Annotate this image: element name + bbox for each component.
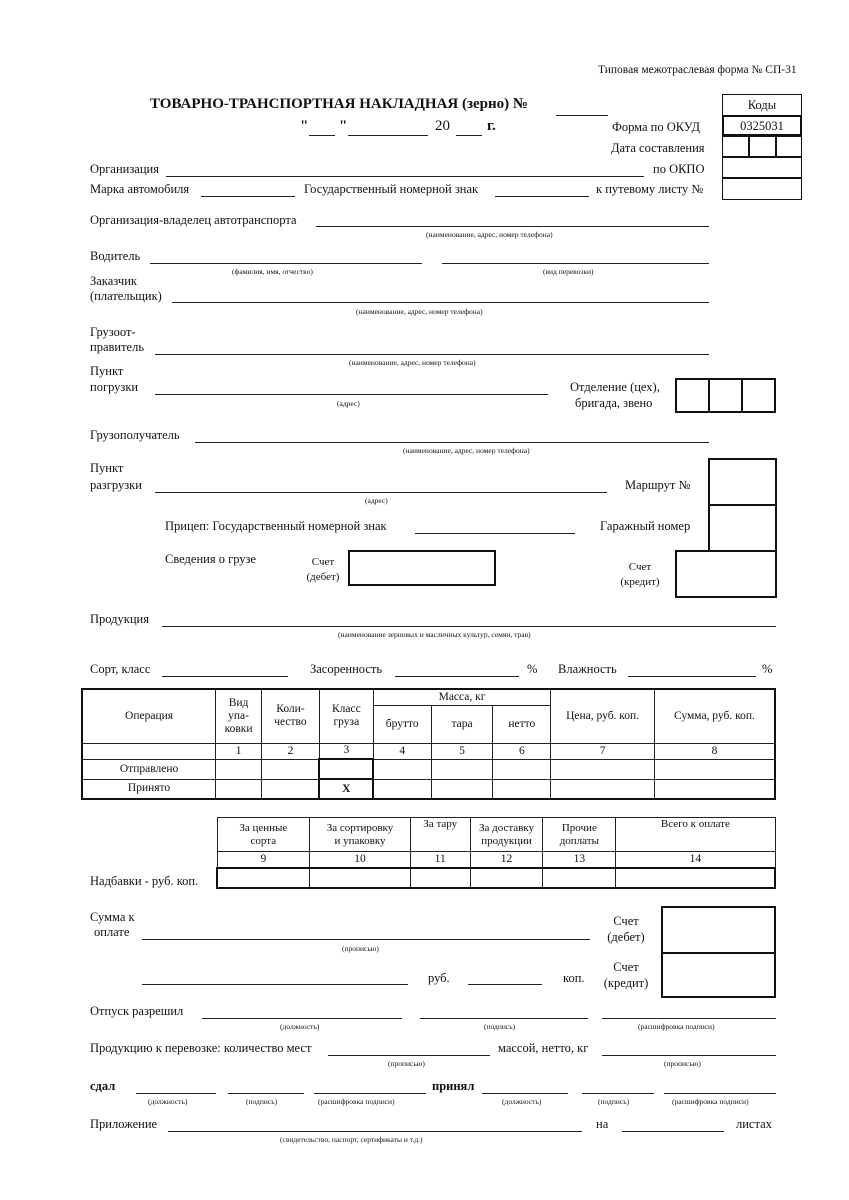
customer-field[interactable] (172, 302, 709, 303)
impurity-percent: % (527, 662, 538, 676)
pay-debit-label: Счет (613, 914, 639, 928)
codes-header: Коды (747, 98, 777, 112)
col-num: 13 (543, 852, 616, 868)
route-label: Маршрут № (625, 478, 691, 492)
plate-field[interactable] (495, 196, 589, 197)
load-point-field[interactable] (155, 394, 548, 395)
cell[interactable] (373, 759, 431, 779)
debit-account-box[interactable] (348, 550, 496, 586)
col-qty: Коли- чество (262, 689, 320, 743)
num-blank (82, 743, 216, 759)
date-month-field[interactable] (348, 135, 428, 136)
gave-signature-hint: (подпись) (246, 1097, 278, 1106)
mass-net-label: массой, нетто, кг (498, 1041, 589, 1055)
cargo-info-label: Сведения о грузе (165, 552, 257, 566)
payment-label-2: оплате (94, 925, 130, 939)
trailer-field[interactable] (415, 533, 575, 534)
kop-label: коп. (563, 971, 585, 985)
credit-label: Счет (628, 561, 652, 573)
cell[interactable] (310, 868, 411, 888)
col-num: 4 (373, 743, 431, 759)
gave-position-hint: (должность) (148, 1097, 188, 1106)
date-code-year[interactable] (776, 136, 802, 157)
waybill-label: к путевому листу № (596, 182, 704, 196)
col-sorting: За сортировку и упаковку (310, 818, 411, 852)
unload-point-field[interactable] (155, 492, 607, 493)
shipper-hint: (наименование, адрес, номер телефона) (349, 358, 476, 367)
attachment-label: Приложение (90, 1117, 158, 1131)
unload-point-hint: (адрес) (365, 496, 388, 505)
attachment-field[interactable] (168, 1131, 582, 1132)
customer-label-2: (плательщик) (90, 289, 162, 303)
surcharge-table (216, 817, 776, 889)
gave-signature-field[interactable] (228, 1093, 304, 1094)
col-pack: Вид упа- ковки (216, 689, 262, 743)
cargo-table (81, 688, 776, 800)
owner-hint: (наименование, адрес, номер телефона) (426, 230, 553, 239)
shipper-label-2: правитель (90, 340, 145, 354)
cell[interactable] (543, 868, 616, 888)
col-price: Цена, руб. коп. (551, 689, 655, 743)
cell[interactable] (551, 759, 655, 779)
sheets-field[interactable] (622, 1131, 724, 1132)
table-row (82, 779, 775, 799)
cell[interactable] (654, 779, 775, 799)
col-num: 12 (470, 852, 543, 868)
col-num: 5 (431, 743, 493, 759)
plate-label: Государственный номерной знак (304, 182, 479, 196)
okud-label: Форма по ОКУД (612, 120, 700, 134)
col-total: Всего к оплате (616, 818, 775, 852)
took-signature-field[interactable] (582, 1093, 654, 1094)
col-net: нетто (493, 705, 551, 743)
okud-code-value: 0325031 (740, 119, 784, 133)
pay-credit-label: Счет (613, 960, 639, 974)
load-point-label: Пункт (90, 364, 124, 378)
col-num: 6 (493, 743, 551, 759)
took-decode-field[interactable] (664, 1093, 776, 1094)
unload-point-label-2: разгрузки (90, 478, 142, 492)
attachment-hint: (свидетельство, паспорт, сертификаты и т.д.) (280, 1135, 423, 1144)
took-signature-hint: (подпись) (598, 1097, 630, 1106)
moisture-field[interactable] (628, 676, 756, 677)
mass-net-field[interactable] (602, 1055, 776, 1056)
date-quote-open: " (300, 118, 309, 134)
cell[interactable] (262, 779, 320, 799)
cell[interactable] (654, 759, 775, 779)
release-signature-field[interactable] (420, 1018, 588, 1019)
impurity-field[interactable] (395, 676, 519, 677)
impurity-label: Засоренность (310, 662, 383, 676)
credit-account-box[interactable] (675, 550, 777, 598)
release-position-field[interactable] (202, 1018, 402, 1019)
gave-label: сдал (90, 1079, 116, 1093)
date-quote-close: " (339, 118, 348, 134)
cell[interactable] (216, 779, 262, 799)
credit-label-2: (кредит) (620, 576, 660, 588)
waybill-code-cell[interactable] (722, 178, 802, 200)
owner-label: Организация-владелец автотранспорта (90, 213, 297, 227)
okpo-label: по ОКПО (653, 162, 705, 176)
cell[interactable] (217, 868, 310, 888)
consignee-label: Грузополучатель (90, 428, 180, 442)
pay-credit-box[interactable] (661, 952, 776, 998)
col-num: 8 (654, 743, 775, 759)
product-hint: (наименование зерновых и масличных культур, семян, трав) (338, 630, 531, 639)
debit-label: Счет (311, 556, 335, 568)
col-num: 14 (616, 852, 775, 868)
form-type-label: Типовая межотраслевая форма № СП-31 (598, 64, 797, 76)
table-row (82, 759, 775, 779)
driver-hint: (фамилия, имя, отчество) (232, 267, 313, 276)
customer-hint: (наименование, адрес, номер телефона) (356, 307, 483, 316)
col-class: Класс груза (319, 689, 373, 743)
dept-code-box-2[interactable] (708, 378, 743, 413)
grade-label: Сорт, класс (90, 662, 151, 676)
debit-label-2: (дебет) (306, 571, 340, 583)
date-year-suffix: г. (487, 118, 496, 134)
dept-code-box-3[interactable] (741, 378, 776, 413)
car-brand-field[interactable] (201, 196, 295, 197)
payment-kop-field[interactable] (468, 984, 542, 985)
col-sum: Сумма, руб. коп. (654, 689, 775, 743)
pay-credit-label-2: (кредит) (603, 976, 649, 990)
cell[interactable] (551, 779, 655, 799)
col-valuable: За ценные сорта (217, 818, 310, 852)
product-field[interactable] (162, 626, 776, 627)
row-received-label: Принято (82, 779, 216, 799)
gave-decode-hint: (расшифровка подписи) (318, 1097, 395, 1106)
col-gross: брутто (373, 705, 431, 743)
dept-label-2: бригада, звено (575, 396, 653, 410)
cell[interactable] (319, 759, 373, 779)
row-sent-label: Отправлено (82, 759, 216, 779)
took-decode-hint: (расшифровка подписи) (672, 1097, 749, 1106)
on-label: на (596, 1117, 609, 1131)
cell[interactable] (616, 868, 775, 888)
dept-label: Отделение (цех), (570, 380, 660, 394)
rub-label: руб. (428, 971, 450, 985)
col-mass: Масса, кг (373, 689, 551, 705)
release-decode-field[interactable] (602, 1018, 776, 1019)
transport-kind-field[interactable] (442, 263, 709, 264)
garage-number-box[interactable] (708, 504, 777, 552)
cell[interactable] (262, 759, 320, 779)
date-label: Дата составления (611, 141, 705, 155)
payment-label: Сумма к (90, 910, 135, 924)
consignee-hint: (наименование, адрес, номер телефона) (403, 446, 530, 455)
decode-hint: (расшифровка подписи) (638, 1022, 715, 1031)
moisture-label: Влажность (558, 662, 617, 676)
signature-hint: (подпись) (484, 1022, 516, 1031)
shipper-field[interactable] (155, 354, 709, 355)
payment-rub-field[interactable] (142, 984, 408, 985)
col-num: 3 (319, 743, 373, 759)
pay-debit-label-2: (дебет) (607, 930, 645, 944)
col-num: 9 (217, 852, 310, 868)
col-delivery: За доставку продукции (470, 818, 543, 852)
date-day-field[interactable] (309, 135, 335, 136)
took-label: принял (432, 1079, 475, 1093)
surcharge-label: Надбавки - руб. коп. (90, 874, 199, 888)
col-tare: тара (431, 705, 493, 743)
gave-decode-field[interactable] (314, 1093, 426, 1094)
col-num: 11 (410, 852, 470, 868)
col-num: 1 (216, 743, 262, 759)
pay-debit-box[interactable] (661, 906, 776, 954)
col-container: За тару (410, 818, 470, 852)
cell[interactable] (493, 779, 551, 799)
owner-field[interactable] (316, 226, 709, 227)
organization-field[interactable] (166, 176, 644, 177)
consignee-field[interactable] (195, 442, 709, 443)
gave-position-field[interactable] (136, 1093, 216, 1094)
payment-words-hint: (прописью) (342, 944, 379, 953)
car-brand-label: Марка автомобиля (90, 182, 190, 196)
date-code-day[interactable] (722, 136, 749, 157)
date-year-field[interactable] (456, 135, 482, 136)
payment-words-field[interactable] (142, 939, 590, 940)
date-code-month[interactable] (749, 136, 776, 157)
position-hint: (должность) (280, 1022, 320, 1031)
cell[interactable] (493, 759, 551, 779)
cell[interactable] (373, 779, 431, 799)
col-num: 10 (310, 852, 411, 868)
driver-label: Водитель (90, 249, 141, 263)
okpo-code-cell[interactable] (722, 157, 802, 178)
moisture-percent: % (762, 662, 773, 676)
doc-number-field[interactable] (556, 115, 608, 116)
date-year-prefix: 20 (435, 118, 450, 134)
driver-field[interactable] (150, 263, 422, 264)
organization-label: Организация (90, 162, 159, 176)
transport-kind-hint: (вид перевозки) (543, 267, 594, 276)
cell[interactable] (216, 759, 262, 779)
grade-field[interactable] (162, 676, 288, 677)
release-label: Отпуск разрешил (90, 1004, 184, 1018)
load-point-hint: (адрес) (337, 399, 360, 408)
transport-qty-field[interactable] (328, 1055, 490, 1056)
route-number-box[interactable] (708, 458, 777, 506)
sheets-label: листах (736, 1117, 772, 1131)
col-num: 2 (262, 743, 320, 759)
page-title: ТОВАРНО-ТРАНСПОРТНАЯ НАКЛАДНАЯ (зерно) № (150, 96, 528, 112)
took-position-field[interactable] (482, 1093, 568, 1094)
table-row (217, 868, 775, 888)
col-operation: Операция (82, 689, 216, 743)
cell-x: X (319, 779, 373, 799)
product-label: Продукция (90, 612, 149, 626)
customer-label: Заказчик (90, 274, 137, 288)
cell[interactable] (431, 759, 493, 779)
took-position-hint: (должность) (502, 1097, 542, 1106)
garage-label: Гаражный номер (600, 519, 691, 533)
mass-words-hint: (прописью) (664, 1059, 701, 1068)
trailer-label: Прицеп: Государственный номерной знак (165, 519, 387, 533)
transport-qty-label: Продукцию к перевозке: количество мест (90, 1041, 312, 1055)
dept-code-box-1[interactable] (675, 378, 710, 413)
unload-point-label: Пункт (90, 461, 124, 475)
shipper-label: Грузоот- (90, 325, 136, 339)
cell[interactable] (431, 779, 493, 799)
cell[interactable] (470, 868, 543, 888)
col-other: Прочие доплаты (543, 818, 616, 852)
load-point-label-2: погрузки (90, 380, 139, 394)
col-num: 7 (551, 743, 655, 759)
qty-words-hint: (прописью) (388, 1059, 425, 1068)
cell[interactable] (410, 868, 470, 888)
